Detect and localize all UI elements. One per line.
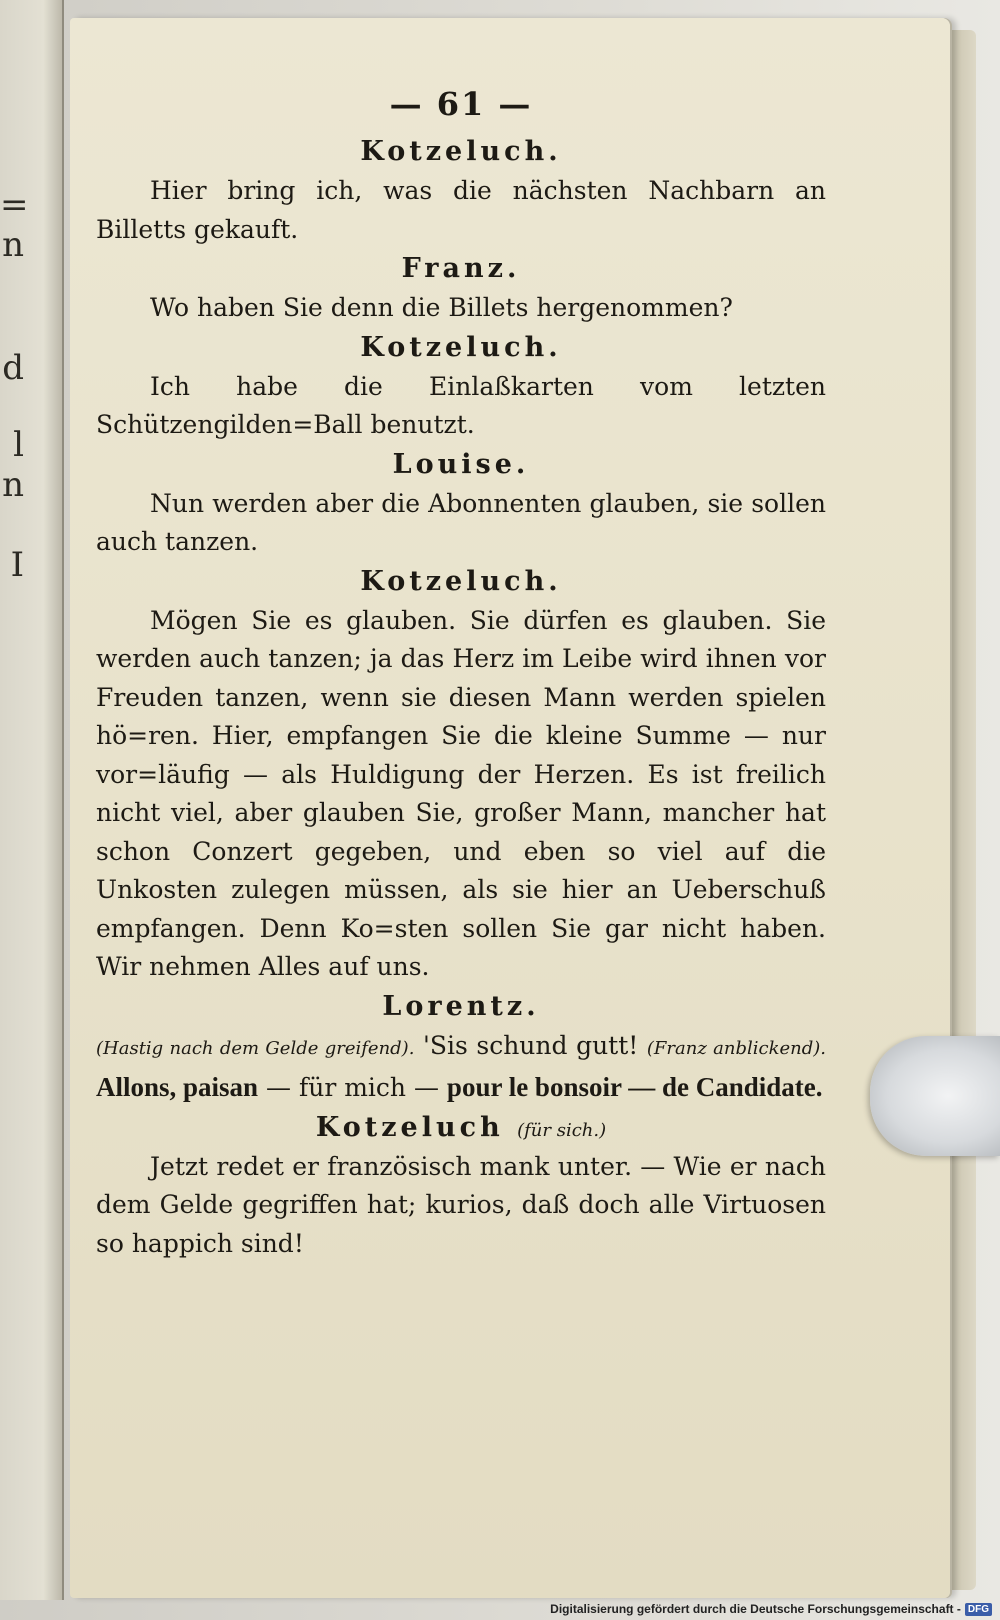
page-text [96,82,826,1263]
footer-text: Digitalisierung gefördert durch die Deutsche Forschungsgemeinschaft - [550,1602,961,1616]
dfg-logo: DFG [965,1603,992,1616]
stage-direction: (für sich.) [517,1119,607,1141]
dialogue-paragraph: Mögen Sie es glauben. Sie dürfen es glauben. Sie werden auch tanzen; ja das Herz im Leibe wird ihnen vor Freuden tanzen, wenn sie diesen Mann werden spielen hö=ren. Hier, empfangen Sie die kleine Summe — nur vor=läufig — als Huldigung der Herzen. Es ist freilich nicht viel, aber glauben Sie, großer Mann, mancher hat schon Conzert gegeben, und eben so viel auf die Unkosten zulegen müssen, als sie hier an Ueberschuß empfangen. Denn Ko=sten sollen Sie gar nicht haben. Wir nehmen Alles auf uns. [96,605,826,981]
speaker-name: Kotzeluch. [360,136,562,167]
dialogue-text: — für mich — [258,1073,447,1102]
dialogue-paragraph: Jetzt redet er französisch mank unter. — Wie er nach dem Gelde gegriffen hat; kurios, daß doch alle Virtuosen so happich sind! [96,1151,826,1258]
dialogue-paragraph: Ich habe die Einlaßkarten vom letzten Schützengilden=Ball benutzt. [96,371,826,439]
page-stack-edge [950,30,976,1590]
page-clip [870,1036,1000,1156]
previous-page-fragment: l [13,425,24,465]
stage-direction: (Hastig nach dem Gelde greifend). [96,1037,415,1059]
french-text: Allons, paisan [96,1072,259,1102]
speaker-aside [96,1108,826,1148]
speaker-name: Lorentz. [382,990,540,1022]
previous-page-edge [0,0,64,1600]
speaker-name: Kotzeluch [315,1111,504,1143]
speaker-name: Kotzeluch. [360,331,562,363]
french-text: pour le bonsoir — de Candidate. [446,1072,823,1102]
page-number: — 61 — [389,85,533,123]
previous-page-fragment: = [0,185,29,225]
previous-page-fragment: I [10,545,24,585]
previous-page-fragment: n [2,225,24,265]
lorentz-speech [96,1027,826,1108]
dialogue-paragraph: Hier bring ich, was die nächsten Nachbarn an Billetts gekauft. [96,176,826,244]
previous-page-fragment: d [2,348,24,388]
speaker-name: Louise. [392,448,530,480]
previous-page-fragment: n [2,465,24,505]
speaker-name: Franz. [401,253,521,284]
dialogue-paragraph: Nun werden aber die Abonnenten glauben, sie sollen auch tanzen. [96,488,826,556]
speaker-name: Kotzeluch. [360,565,562,597]
stage-direction: (Franz anblickend). [646,1037,826,1059]
dialogue-paragraph: Wo haben Sie denn die Billets hergenommen? [150,293,733,322]
dialogue-text: 'Sis schund gutt! [423,1030,639,1060]
digitization-footer [550,1600,992,1618]
